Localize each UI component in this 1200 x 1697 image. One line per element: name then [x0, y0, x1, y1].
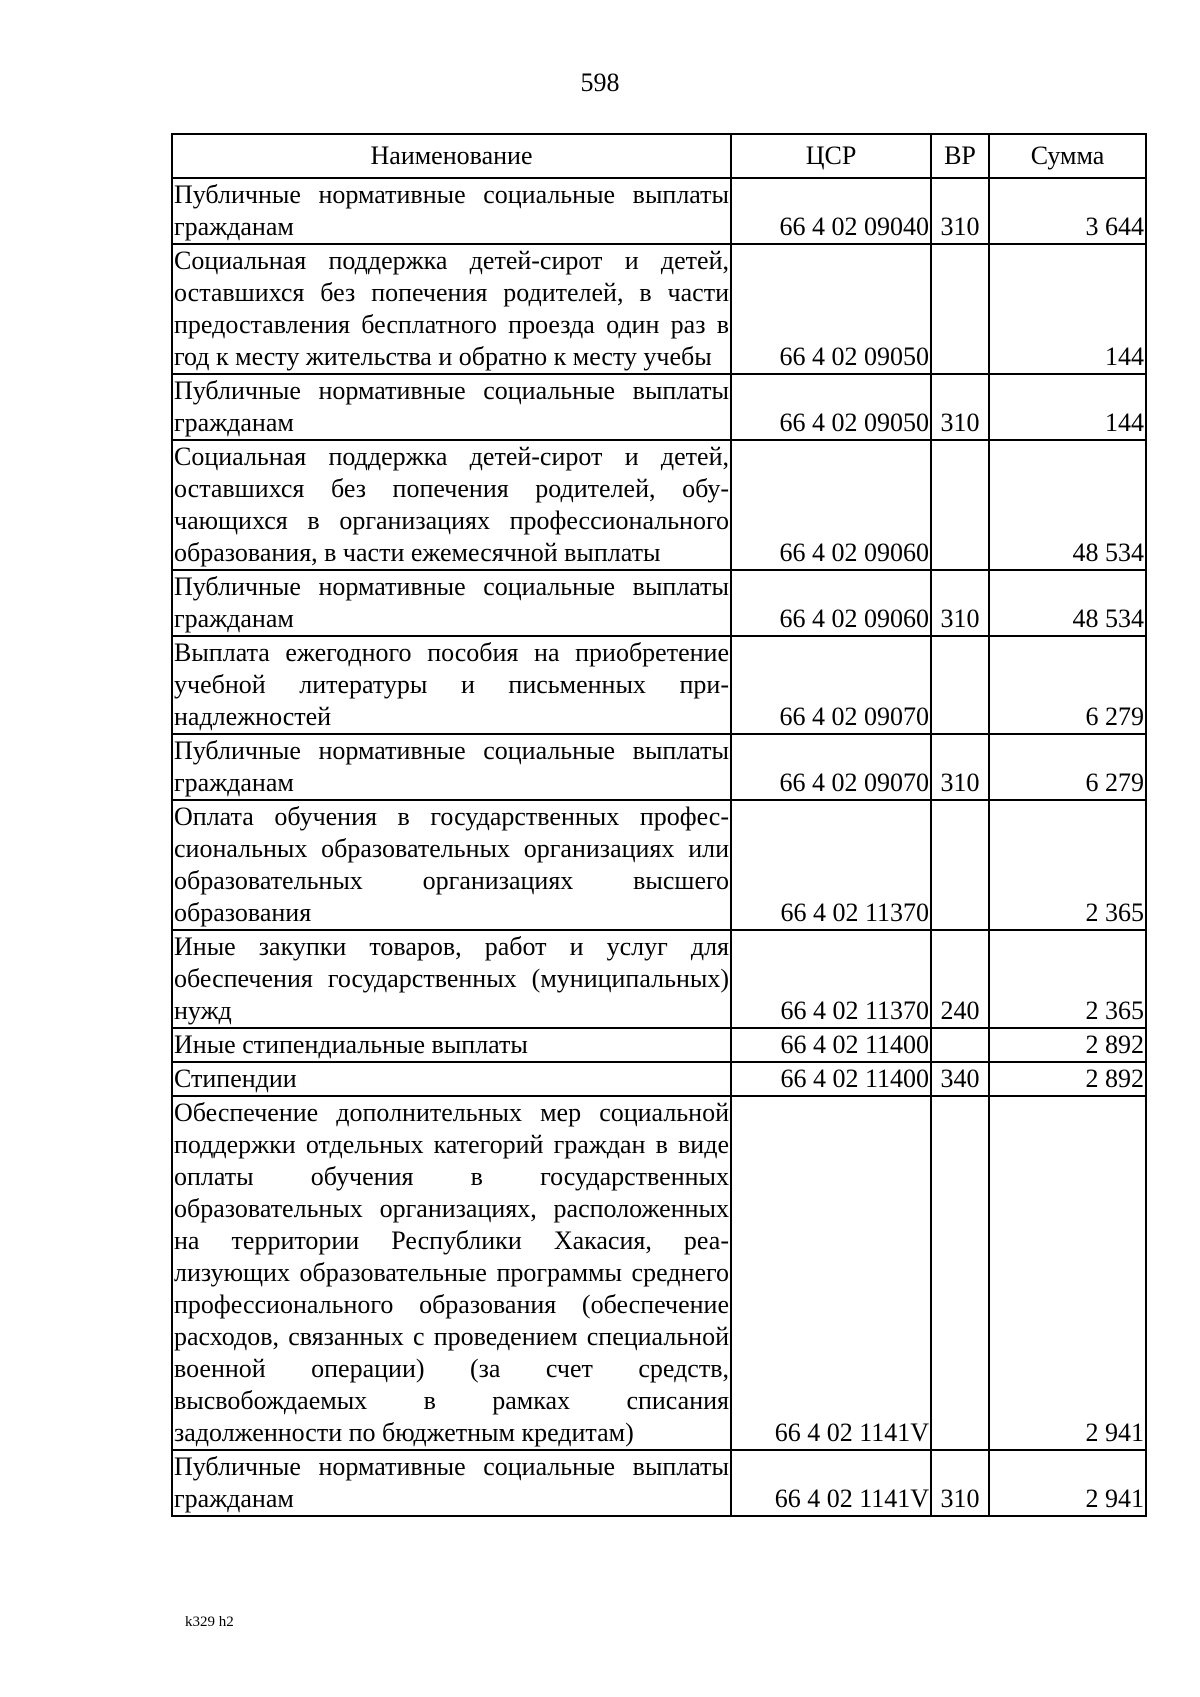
row-vr	[931, 800, 989, 930]
row-name: Оплата обучения в государственных профессиональных образовательных организациях или образовательных организациях высшего образования	[172, 800, 731, 930]
row-sum: 48 534	[989, 570, 1146, 636]
row-csr: 66 4 02 09070	[731, 734, 931, 800]
row-name: Иные стипендиальные выплаты	[172, 1028, 731, 1062]
row-name: Публичные нормативные социальные выплаты гражданам	[172, 374, 731, 440]
row-vr	[931, 440, 989, 570]
row-name: Публичные нормативные социальные выплаты гражданам	[172, 570, 731, 636]
row-sum: 2 892	[989, 1062, 1146, 1096]
row-vr	[931, 244, 989, 374]
row-csr: 66 4 02 11370	[731, 800, 931, 930]
row-vr	[931, 636, 989, 734]
row-sum: 48 534	[989, 440, 1146, 570]
row-name: Публичные нормативные социальные выплаты гражданам	[172, 734, 731, 800]
table-row	[172, 178, 1146, 244]
row-sum: 6 279	[989, 734, 1146, 800]
table-row	[172, 930, 1146, 1028]
row-csr: 66 4 02 11400	[731, 1028, 931, 1062]
row-sum: 2 892	[989, 1028, 1146, 1062]
row-csr: 66 4 02 09060	[731, 440, 931, 570]
row-vr	[931, 1028, 989, 1062]
row-vr	[931, 1096, 989, 1450]
table-row	[172, 374, 1146, 440]
row-name: Публичные нормативные социальные выплаты гражданам	[172, 178, 731, 244]
row-csr: 66 4 02 09050	[731, 374, 931, 440]
row-sum: 144	[989, 374, 1146, 440]
row-sum: 144	[989, 244, 1146, 374]
table-row	[172, 800, 1146, 930]
row-csr: 66 4 02 09050	[731, 244, 931, 374]
budget-table	[171, 133, 1147, 1517]
row-name: Социальная поддержка детей-сирот и детей, оставшихся без попечения родителей, в части предоставления бесплатного проезда один раз в год к месту жительства и обратно к месту учебы	[172, 244, 731, 374]
row-csr: 66 4 02 11400	[731, 1062, 931, 1096]
table-header-row	[172, 134, 1146, 178]
table-row	[172, 636, 1146, 734]
table-row	[172, 1062, 1146, 1096]
row-sum: 3 644	[989, 178, 1146, 244]
row-sum: 2 941	[989, 1096, 1146, 1450]
row-sum: 2 365	[989, 800, 1146, 930]
row-vr: 310	[931, 374, 989, 440]
table-row	[172, 1450, 1146, 1516]
row-csr: 66 4 02 1141V	[731, 1096, 931, 1450]
row-csr: 66 4 02 09060	[731, 570, 931, 636]
row-vr: 340	[931, 1062, 989, 1096]
row-name: Выплата ежегодного пособия на приобретение учебной литературы и письменных принадлежностей	[172, 636, 731, 734]
table-row	[172, 244, 1146, 374]
table-row	[172, 1028, 1146, 1062]
row-sum: 2 365	[989, 930, 1146, 1028]
row-name: Иные закупки товаров, работ и услуг для обеспечения государственных (муниципальных) нужд	[172, 930, 731, 1028]
footer-document-code: k329 h2	[185, 1614, 234, 1630]
row-vr: 310	[931, 734, 989, 800]
row-name: Социальная поддержка детей-сирот и детей, оставшихся без попечения родителей, обучающихся в организациях профессионального образования, в части ежемесячной выплаты	[172, 440, 731, 570]
header-name: Наименование	[172, 134, 731, 178]
row-csr: 66 4 02 11370	[731, 930, 931, 1028]
row-sum: 6 279	[989, 636, 1146, 734]
page-number: 598	[580, 68, 620, 97]
row-name: Обеспечение дополнительных мер социальной поддержки отдельных категорий граждан в виде оплаты обучения в государственных образовательных организациях, расположенных на территории Республики Хакасия, реализующих образовательные программы среднего профессионального образования (обеспечение расходов, связанных с проведением специальной военной операции) (за счет средств, высвобождаемых в рамках списания задолженности по бюджетным кредитам)	[172, 1096, 731, 1450]
row-csr: 66 4 02 09070	[731, 636, 931, 734]
header-csr: ЦСР	[731, 134, 931, 178]
row-sum: 2 941	[989, 1450, 1146, 1516]
table-row	[172, 734, 1146, 800]
row-csr: 66 4 02 09040	[731, 178, 931, 244]
header-sum: Сумма	[989, 134, 1146, 178]
row-vr: 310	[931, 1450, 989, 1516]
row-name: Публичные нормативные социальные выплаты гражданам	[172, 1450, 731, 1516]
table-row	[172, 440, 1146, 570]
table-row	[172, 1096, 1146, 1450]
row-vr: 310	[931, 570, 989, 636]
table-row	[172, 570, 1146, 636]
row-vr: 310	[931, 178, 989, 244]
row-vr: 240	[931, 930, 989, 1028]
row-name: Стипендии	[172, 1062, 731, 1096]
row-csr: 66 4 02 1141V	[731, 1450, 931, 1516]
header-vr: ВР	[931, 134, 989, 178]
